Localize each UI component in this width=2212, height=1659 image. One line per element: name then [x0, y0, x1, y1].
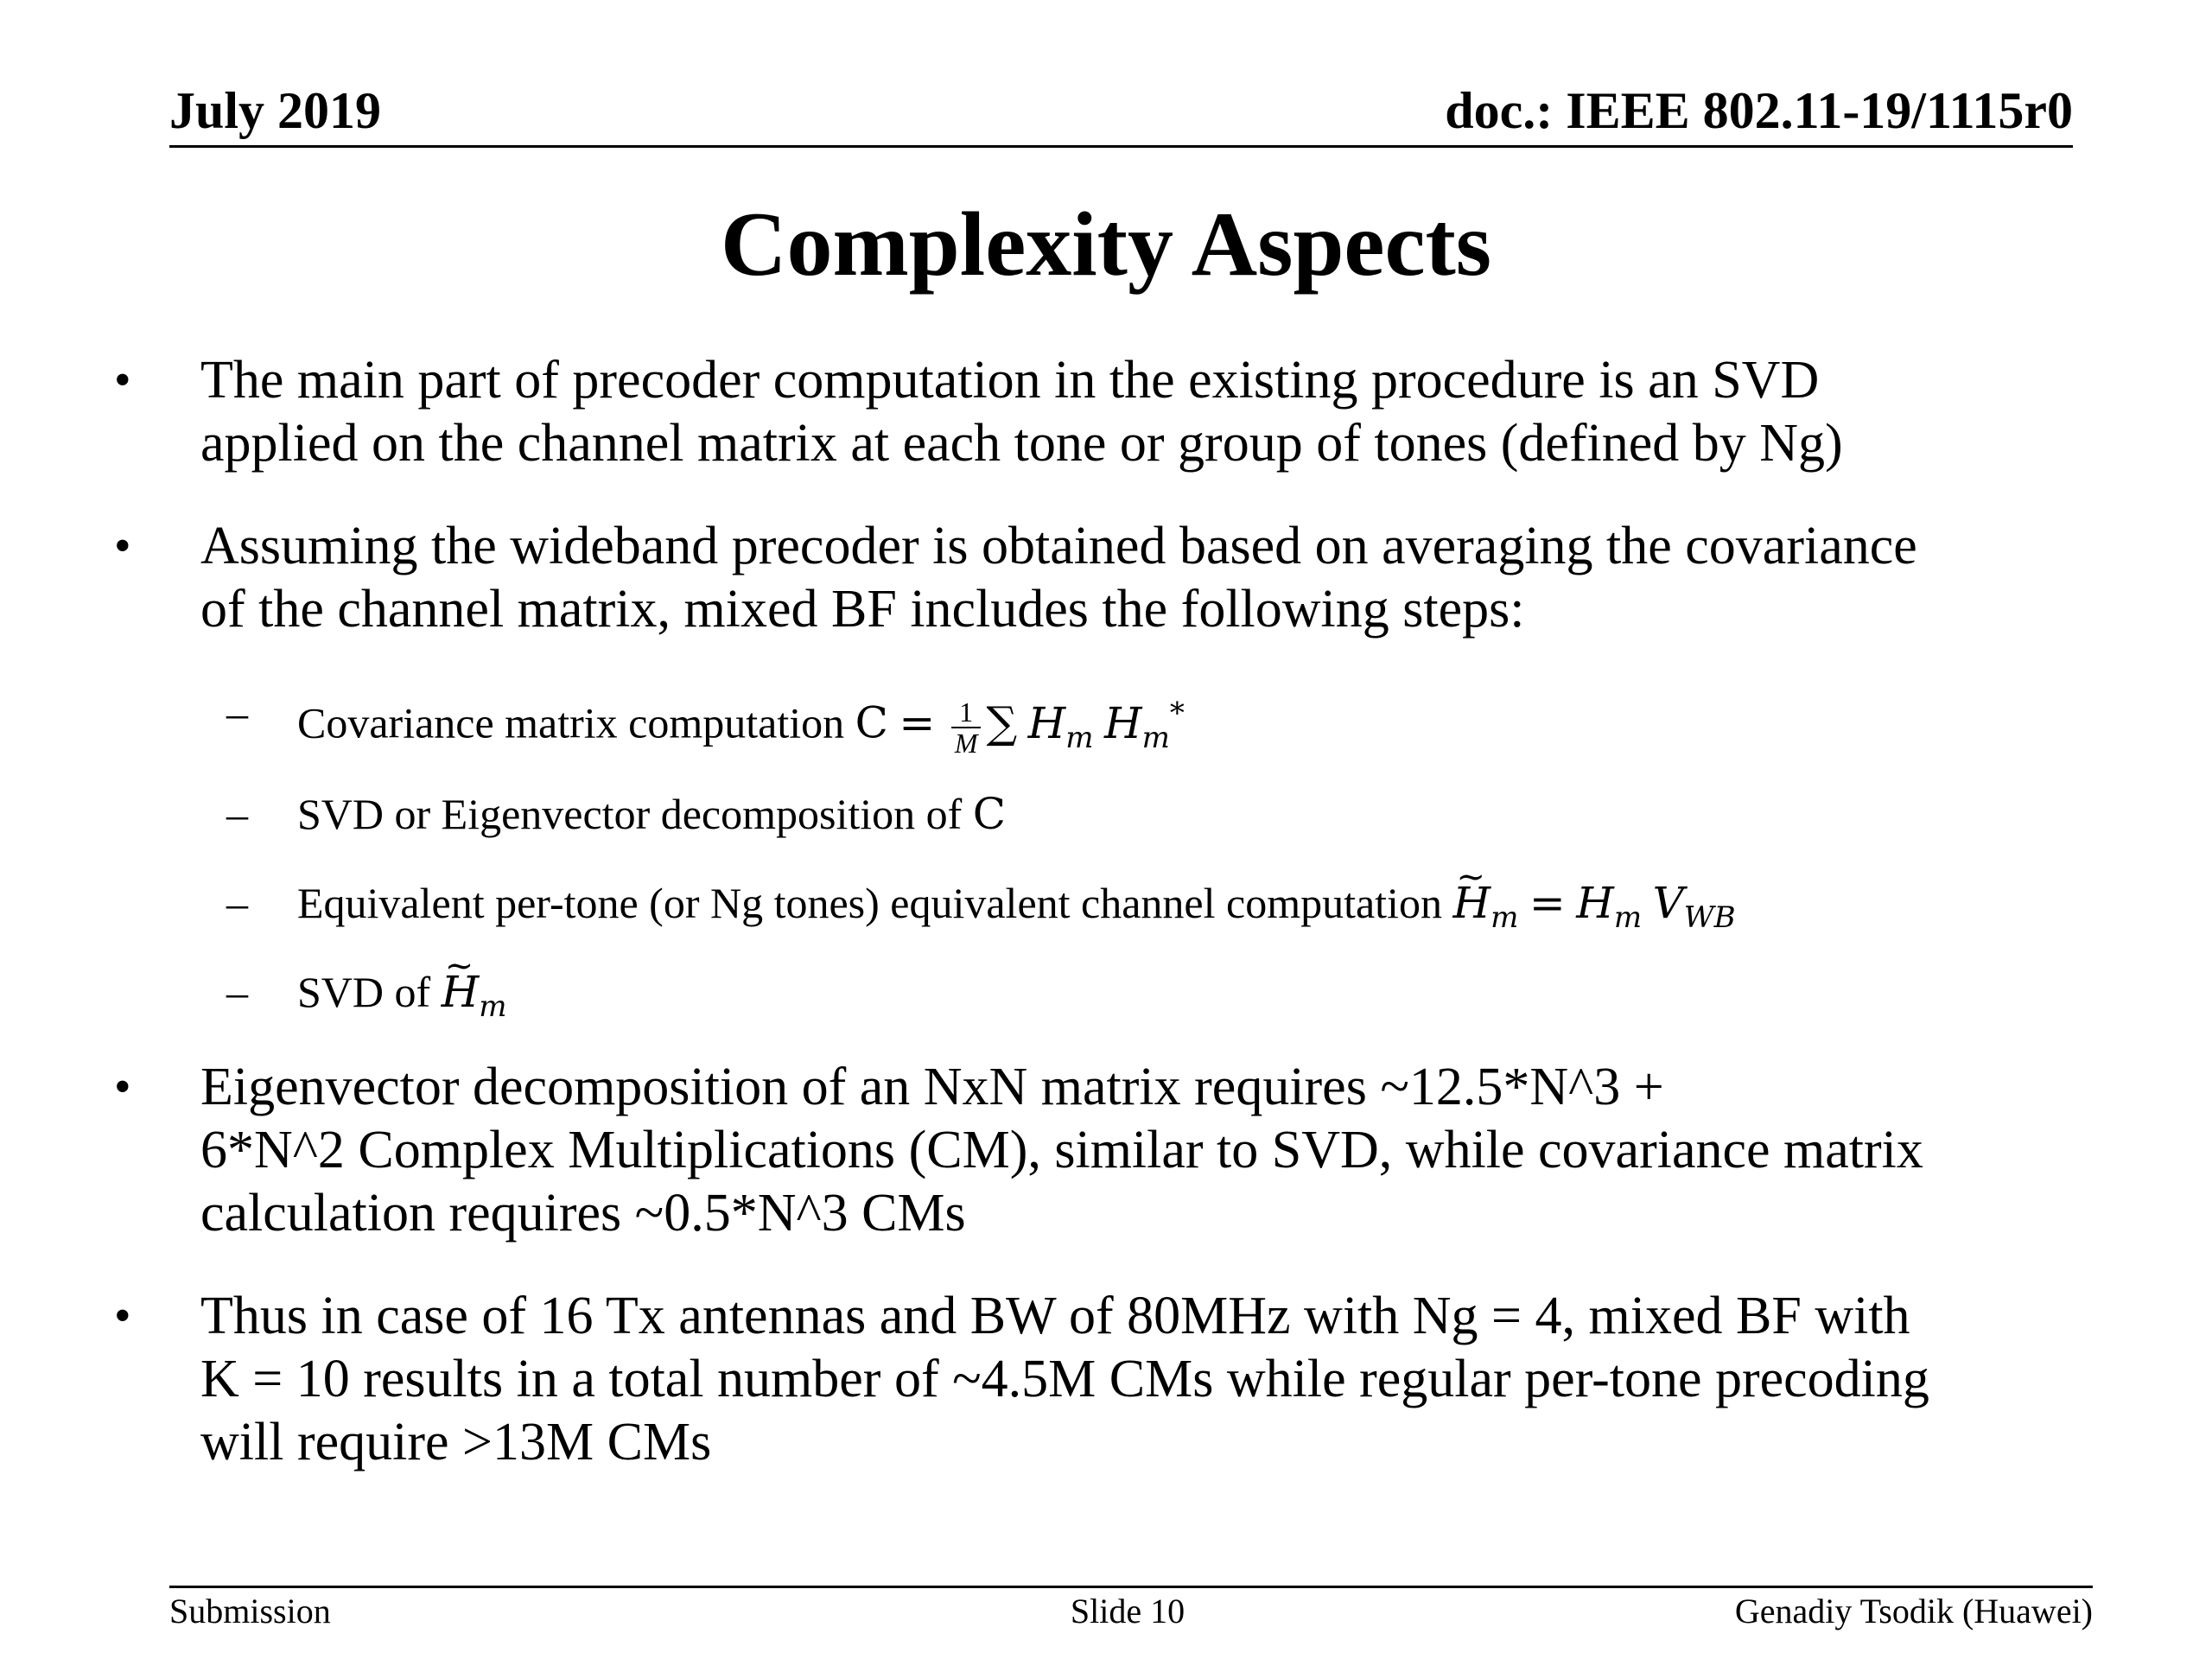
math-superscript: *	[1169, 696, 1185, 730]
math-symbol: H	[1027, 697, 1066, 748]
footer-submission: Submission	[169, 1592, 331, 1630]
sub-item-text: Equivalent per-tone (or Ng tones) equivalent channel computation	[297, 879, 1442, 927]
math-symbol	[441, 967, 507, 1024]
header-doc-id: doc.: IEEE 802.11-19/1115r0	[1445, 82, 2073, 139]
footer-rule	[169, 1586, 2093, 1588]
math-symbol	[1452, 878, 1519, 935]
bullet-line: K = 10 results in a total number of ~4.5M CMs while regular per-tone precoding	[200, 1350, 1929, 1408]
bullet-line: Eigenvector decomposition of an NxN matrix requires ~12.5*N^3 +	[200, 1058, 1664, 1116]
math-symbol: C	[855, 697, 888, 748]
bullet-3	[114, 1056, 2119, 1245]
bullet-line: Assuming the wideband precoder is obtained based on averaging the covariance	[200, 517, 1917, 575]
bullet-line: of the channel matrix, mixed BF includes the following steps:	[200, 580, 1525, 639]
bullet-1	[114, 349, 2119, 475]
bullet-marker: •	[114, 1060, 131, 1114]
sub-item-marker: –	[226, 790, 248, 838]
math-symbol	[1027, 697, 1094, 755]
math-symbol: ~ H	[442, 966, 480, 1018]
math-symbol	[1576, 878, 1643, 935]
math-fraction	[951, 697, 982, 758]
footer-slide-number: Slide 10	[1070, 1592, 1185, 1630]
sub-item-marker: –	[226, 968, 248, 1016]
bullet-line: 6*N^2 Complex Multiplications (CM), similar to SVD, while covariance matrix	[200, 1121, 1923, 1179]
math-subscript: m	[1065, 720, 1094, 755]
math-symbol	[1104, 696, 1185, 755]
bullet-2	[114, 515, 2119, 641]
math-symbol: H	[1104, 697, 1142, 748]
footer-author: Genadiy Tsodik (Huawei)	[1734, 1592, 2093, 1630]
math-symbol: =	[899, 697, 936, 748]
math-symbol: V	[1652, 878, 1684, 928]
bullet-line: The main part of precoder computation in the existing procedure is an SVD	[200, 351, 1820, 410]
bullet-4	[114, 1285, 2119, 1474]
math-symbol: H	[1576, 878, 1614, 928]
sub-item-text: Covariance matrix computation	[297, 698, 845, 747]
bullet-marker: •	[114, 519, 131, 573]
bullet-line: calculation requires ~0.5*N^3 CMs	[200, 1184, 966, 1243]
sub-item-text: SVD of	[297, 968, 431, 1016]
bullet-marker: •	[114, 353, 131, 407]
math-symbol: C	[972, 789, 1007, 839]
bullet-marker: •	[114, 1289, 131, 1343]
bullet-line: will require >13M CMs	[200, 1413, 712, 1471]
math-symbol	[1652, 878, 1736, 935]
header-date: July 2019	[169, 82, 382, 139]
math-subscript: m	[1613, 900, 1643, 935]
math-subscript: m	[1491, 900, 1519, 935]
math-subscript: m	[1141, 720, 1170, 755]
math-symbol: ~ H	[1452, 877, 1491, 929]
sub-item-marker: –	[226, 879, 248, 927]
math-subscript: WB	[1683, 900, 1736, 935]
sub-item-covariance	[226, 687, 2025, 764]
sub-item-equivalent-channel	[226, 877, 2025, 944]
fraction-denominator: M	[954, 728, 978, 760]
sub-item-marker: –	[226, 689, 248, 737]
math-symbol: ∑	[986, 697, 1018, 748]
math-symbol: =	[1529, 878, 1566, 928]
sub-item-text: SVD or Eigenvector decomposition of	[297, 790, 963, 838]
math-subscript: m	[479, 989, 507, 1024]
fraction-numerator: 1	[951, 697, 982, 728]
slide-title: Complexity Aspects	[720, 194, 1492, 295]
bullet-line: applied on the channel matrix at each tone or group of tones (defined by Ng)	[200, 414, 1843, 473]
bullet-line: Thus in case of 16 Tx antennas and BW of 80MHz with Ng = 4, mixed BF with	[200, 1287, 1910, 1345]
sub-item-svd-eigen	[226, 788, 2025, 840]
sub-item-svd-of	[226, 966, 2025, 1033]
